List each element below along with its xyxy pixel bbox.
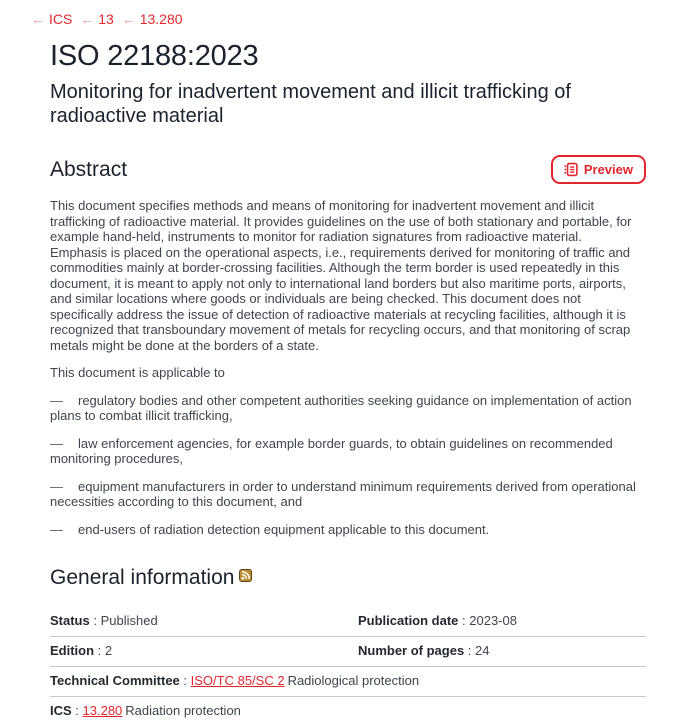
label-separator: : <box>94 643 105 658</box>
info-label: Status <box>50 613 90 628</box>
abstract-body <box>50 198 639 537</box>
list-item-text: end-users of radiation detection equipment applicable to this document. <box>78 521 490 537</box>
info-row-ics <box>50 697 646 726</box>
dash-bullet: — <box>50 435 63 451</box>
info-value: 24 <box>475 643 490 658</box>
abstract-paragraph-2: This document is applicable to <box>50 365 225 380</box>
abstract-paragraph-1: This document specifies methods and means of monitoring for inadvertent movement and illicit trafficking of radioactive material. It provides guidelines on the use of both stationary and portable, for example hand-held, instruments to monitor for radiation signatures from radioactive material. Emphasis is placed on the operational aspects, i.e., requirements derived for monitoring of traffic and commodities mainly at border-crossing facilities. Although the term border is used repeatedly in this document, it is meant to apply not only to international land borders but also maritime ports, airports, and similar locations where goods or individuals are being checked. This document does not specifically address the issue of detection of radioactive materials at recycling facilities, although it is recognized that transboundary movement of metals for recycling occurs, and that monitoring of scrap metals might be done at the borders of a state. <box>50 198 632 353</box>
page-header <box>50 39 646 128</box>
list-item-text: equipment manufacturers in order to understand minimum requirements derived from operational necessities according to this document, and <box>50 478 636 509</box>
preview-button-label: Preview <box>583 162 633 177</box>
list-item-text: regulatory bodies and other competent authorities seeking guidance on implementation of action plans to combat illicit trafficking, <box>50 392 632 423</box>
info-cell-number-of-pages <box>358 643 646 659</box>
rss-feed-icon[interactable] <box>239 564 252 588</box>
technical-committee-link[interactable]: ISO/TC 85/SC 2 <box>190 673 285 688</box>
info-cell-publication-date <box>358 613 646 629</box>
left-arrow-icon: ← <box>121 11 136 27</box>
breadcrumb-link-13[interactable]: 13 <box>98 11 114 27</box>
info-cell-ics <box>50 703 646 719</box>
info-cell-status <box>50 613 358 629</box>
left-arrow-icon: ← <box>80 11 95 27</box>
info-row-status-publication <box>50 607 646 637</box>
breadcrumb <box>31 10 646 28</box>
breadcrumb-link-13-280[interactable]: 13.280 <box>139 11 183 27</box>
info-value: 2 <box>104 643 113 658</box>
info-value: Published <box>100 613 158 628</box>
breadcrumb-link-ics[interactable]: ICS <box>49 11 73 27</box>
info-label: Edition <box>50 643 95 658</box>
ics-link[interactable]: 13.280 <box>82 703 123 718</box>
abstract-list-item-2 <box>50 436 639 467</box>
general-information-heading <box>50 566 646 590</box>
label-separator: : <box>71 703 83 718</box>
info-value: Radiological protection <box>287 673 420 688</box>
info-label: Technical Committee <box>50 673 180 688</box>
label-separator: : <box>464 643 476 658</box>
info-label: Number of pages <box>358 643 465 658</box>
label-separator: : <box>458 613 470 628</box>
general-information-section <box>50 566 646 726</box>
info-cell-edition <box>50 643 358 659</box>
info-value: Radiation protection <box>125 703 241 718</box>
dash-bullet: — <box>50 521 63 537</box>
info-label: Publication date <box>358 613 459 628</box>
info-row-technical-committee <box>50 667 646 697</box>
info-value: 2023-08 <box>469 613 517 628</box>
label-separator: : <box>89 613 101 628</box>
preview-button[interactable] <box>551 155 646 184</box>
preview-document-icon <box>564 162 578 177</box>
abstract-list-item-3 <box>50 479 639 510</box>
left-arrow-icon: ← <box>31 11 45 27</box>
info-label: ICS <box>50 703 72 718</box>
abstract-list-item-1 <box>50 393 639 424</box>
info-cell-technical-committee <box>50 673 646 689</box>
dash-bullet: — <box>50 392 63 408</box>
abstract-list-item-4 <box>50 522 639 538</box>
page-subtitle: Monitoring for inadvertent movement and illicit trafficking of radioactive material <box>50 81 571 127</box>
abstract-heading: Abstract <box>50 157 128 181</box>
abstract-section <box>50 155 646 537</box>
dash-bullet: — <box>50 478 63 494</box>
general-information-heading-text: General information <box>50 566 235 589</box>
label-separator: : <box>179 673 191 688</box>
info-row-edition-pages <box>50 637 646 667</box>
list-item-text: law enforcement agencies, for example border guards, to obtain guidelines on recommended monitoring procedures, <box>50 435 613 466</box>
page-title: ISO 22188:2023 <box>50 40 259 72</box>
